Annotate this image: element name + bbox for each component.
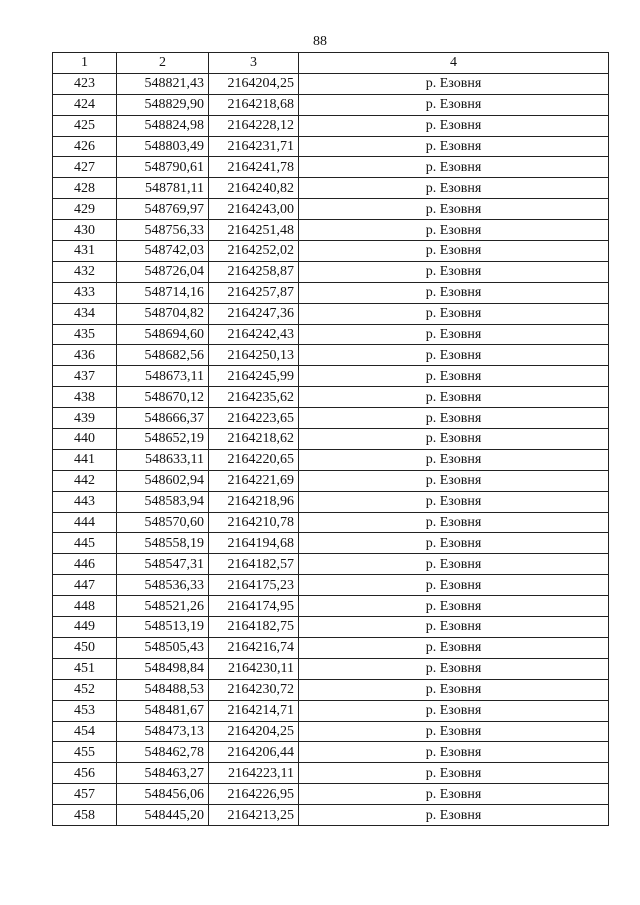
description-cell: р. Езовня (299, 512, 609, 533)
table-row (53, 805, 609, 826)
table-row (53, 700, 609, 721)
x-coordinate-cell: 548481,67 (117, 700, 209, 721)
y-coordinate-cell: 2164182,57 (209, 554, 299, 575)
description-cell: р. Езовня (299, 220, 609, 241)
description-cell: р. Езовня (299, 763, 609, 784)
y-coordinate-cell: 2164242,43 (209, 324, 299, 345)
table-row (53, 408, 609, 429)
description-cell: р. Езовня (299, 470, 609, 491)
point-number-cell: 432 (53, 261, 117, 282)
point-number-cell: 446 (53, 554, 117, 575)
table-row (53, 429, 609, 450)
x-coordinate-cell: 548583,94 (117, 491, 209, 512)
y-coordinate-cell: 2164228,12 (209, 115, 299, 136)
y-coordinate-cell: 2164226,95 (209, 784, 299, 805)
x-coordinate-cell: 548742,03 (117, 241, 209, 262)
y-coordinate-cell: 2164245,99 (209, 366, 299, 387)
description-cell: р. Езовня (299, 261, 609, 282)
table-row (53, 617, 609, 638)
point-number-cell: 453 (53, 700, 117, 721)
x-coordinate-cell: 548704,82 (117, 303, 209, 324)
table-row (53, 136, 609, 157)
x-coordinate-cell: 548521,26 (117, 596, 209, 617)
y-coordinate-cell: 2164231,71 (209, 136, 299, 157)
x-coordinate-cell: 548790,61 (117, 157, 209, 178)
description-cell: р. Езовня (299, 387, 609, 408)
table-row (53, 742, 609, 763)
table-body (53, 73, 609, 825)
point-number-cell: 433 (53, 282, 117, 303)
y-coordinate-cell: 2164247,36 (209, 303, 299, 324)
description-cell: р. Езовня (299, 199, 609, 220)
x-coordinate-cell: 548694,60 (117, 324, 209, 345)
description-cell: р. Езовня (299, 324, 609, 345)
point-number-cell: 452 (53, 679, 117, 700)
table-row (53, 178, 609, 199)
x-coordinate-cell: 548673,11 (117, 366, 209, 387)
description-cell: р. Езовня (299, 679, 609, 700)
y-coordinate-cell: 2164223,11 (209, 763, 299, 784)
description-cell: р. Езовня (299, 366, 609, 387)
description-cell: р. Езовня (299, 700, 609, 721)
x-coordinate-cell: 548536,33 (117, 575, 209, 596)
point-number-cell: 434 (53, 303, 117, 324)
y-coordinate-cell: 2164213,25 (209, 805, 299, 826)
description-cell: р. Езовня (299, 282, 609, 303)
x-coordinate-cell: 548462,78 (117, 742, 209, 763)
table-row (53, 721, 609, 742)
x-coordinate-cell: 548498,84 (117, 658, 209, 679)
x-coordinate-cell: 548652,19 (117, 429, 209, 450)
table-row (53, 784, 609, 805)
column-header-1: 1 (53, 53, 117, 74)
description-cell: р. Езовня (299, 429, 609, 450)
table-header-row (53, 53, 609, 74)
y-coordinate-cell: 2164214,71 (209, 700, 299, 721)
point-number-cell: 429 (53, 199, 117, 220)
x-coordinate-cell: 548633,11 (117, 449, 209, 470)
point-number-cell: 456 (53, 763, 117, 784)
point-number-cell: 444 (53, 512, 117, 533)
point-number-cell: 451 (53, 658, 117, 679)
table-row (53, 763, 609, 784)
y-coordinate-cell: 2164235,62 (209, 387, 299, 408)
point-number-cell: 427 (53, 157, 117, 178)
description-cell: р. Езовня (299, 345, 609, 366)
description-cell: р. Езовня (299, 408, 609, 429)
y-coordinate-cell: 2164204,25 (209, 721, 299, 742)
y-coordinate-cell: 2164182,75 (209, 617, 299, 638)
point-number-cell: 441 (53, 449, 117, 470)
y-coordinate-cell: 2164223,65 (209, 408, 299, 429)
y-coordinate-cell: 2164174,95 (209, 596, 299, 617)
point-number-cell: 445 (53, 533, 117, 554)
column-header-2: 2 (117, 53, 209, 74)
y-coordinate-cell: 2164175,23 (209, 575, 299, 596)
description-cell: р. Езовня (299, 658, 609, 679)
table-row (53, 115, 609, 136)
point-number-cell: 436 (53, 345, 117, 366)
point-number-cell: 435 (53, 324, 117, 345)
point-number-cell: 438 (53, 387, 117, 408)
point-number-cell: 443 (53, 491, 117, 512)
description-cell: р. Езовня (299, 805, 609, 826)
y-coordinate-cell: 2164218,68 (209, 94, 299, 115)
y-coordinate-cell: 2164218,96 (209, 491, 299, 512)
table-row (53, 554, 609, 575)
point-number-cell: 423 (53, 73, 117, 94)
x-coordinate-cell: 548829,90 (117, 94, 209, 115)
description-cell: р. Езовня (299, 178, 609, 199)
table-row (53, 220, 609, 241)
point-number-cell: 458 (53, 805, 117, 826)
x-coordinate-cell: 548463,27 (117, 763, 209, 784)
table-row (53, 303, 609, 324)
x-coordinate-cell: 548666,37 (117, 408, 209, 429)
y-coordinate-cell: 2164230,11 (209, 658, 299, 679)
description-cell: р. Езовня (299, 449, 609, 470)
point-number-cell: 454 (53, 721, 117, 742)
x-coordinate-cell: 548682,56 (117, 345, 209, 366)
table-row (53, 366, 609, 387)
y-coordinate-cell: 2164221,69 (209, 470, 299, 491)
description-cell: р. Езовня (299, 136, 609, 157)
y-coordinate-cell: 2164252,02 (209, 241, 299, 262)
description-cell: р. Езовня (299, 742, 609, 763)
table-row (53, 533, 609, 554)
y-coordinate-cell: 2164204,25 (209, 73, 299, 94)
point-number-cell: 447 (53, 575, 117, 596)
table-row (53, 73, 609, 94)
point-number-cell: 425 (53, 115, 117, 136)
x-coordinate-cell: 548821,43 (117, 73, 209, 94)
point-number-cell: 437 (53, 366, 117, 387)
point-number-cell: 450 (53, 637, 117, 658)
description-cell: р. Езовня (299, 575, 609, 596)
y-coordinate-cell: 2164258,87 (209, 261, 299, 282)
y-coordinate-cell: 2164243,00 (209, 199, 299, 220)
description-cell: р. Езовня (299, 491, 609, 512)
point-number-cell: 426 (53, 136, 117, 157)
description-cell: р. Езовня (299, 303, 609, 324)
point-number-cell: 430 (53, 220, 117, 241)
y-coordinate-cell: 2164241,78 (209, 157, 299, 178)
description-cell: р. Езовня (299, 157, 609, 178)
x-coordinate-cell: 548824,98 (117, 115, 209, 136)
x-coordinate-cell: 548803,49 (117, 136, 209, 157)
x-coordinate-cell: 548547,31 (117, 554, 209, 575)
page-number: 88 (313, 34, 327, 49)
table-row (53, 658, 609, 679)
table-row (53, 345, 609, 366)
y-coordinate-cell: 2164206,44 (209, 742, 299, 763)
x-coordinate-cell: 548726,04 (117, 261, 209, 282)
point-number-cell: 428 (53, 178, 117, 199)
point-number-cell: 424 (53, 94, 117, 115)
y-coordinate-cell: 2164220,65 (209, 449, 299, 470)
point-number-cell: 457 (53, 784, 117, 805)
y-coordinate-cell: 2164210,78 (209, 512, 299, 533)
description-cell: р. Езовня (299, 637, 609, 658)
x-coordinate-cell: 548781,11 (117, 178, 209, 199)
point-number-cell: 448 (53, 596, 117, 617)
y-coordinate-cell: 2164230,72 (209, 679, 299, 700)
table-row (53, 470, 609, 491)
table-row (53, 596, 609, 617)
x-coordinate-cell: 548456,06 (117, 784, 209, 805)
table-row (53, 282, 609, 303)
point-number-cell: 431 (53, 241, 117, 262)
y-coordinate-cell: 2164216,74 (209, 637, 299, 658)
table-row (53, 199, 609, 220)
description-cell: р. Езовня (299, 73, 609, 94)
x-coordinate-cell: 548488,53 (117, 679, 209, 700)
x-coordinate-cell: 548602,94 (117, 470, 209, 491)
description-cell: р. Езовня (299, 721, 609, 742)
table-row (53, 512, 609, 533)
point-number-cell: 439 (53, 408, 117, 429)
table-row (53, 387, 609, 408)
point-number-cell: 449 (53, 617, 117, 638)
x-coordinate-cell: 548570,60 (117, 512, 209, 533)
x-coordinate-cell: 548670,12 (117, 387, 209, 408)
description-cell: р. Езовня (299, 596, 609, 617)
description-cell: р. Езовня (299, 241, 609, 262)
x-coordinate-cell: 548714,16 (117, 282, 209, 303)
y-coordinate-cell: 2164218,62 (209, 429, 299, 450)
x-coordinate-cell: 548473,13 (117, 721, 209, 742)
x-coordinate-cell: 548505,43 (117, 637, 209, 658)
table-row (53, 575, 609, 596)
column-header-4: 4 (299, 53, 609, 74)
description-cell: р. Езовня (299, 115, 609, 136)
y-coordinate-cell: 2164194,68 (209, 533, 299, 554)
table-row (53, 637, 609, 658)
table-row (53, 241, 609, 262)
description-cell: р. Езовня (299, 533, 609, 554)
y-coordinate-cell: 2164251,48 (209, 220, 299, 241)
table-row (53, 157, 609, 178)
table-row (53, 679, 609, 700)
x-coordinate-cell: 548445,20 (117, 805, 209, 826)
column-header-3: 3 (209, 53, 299, 74)
y-coordinate-cell: 2164257,87 (209, 282, 299, 303)
x-coordinate-cell: 548756,33 (117, 220, 209, 241)
description-cell: р. Езовня (299, 784, 609, 805)
table-row (53, 94, 609, 115)
point-number-cell: 442 (53, 470, 117, 491)
x-coordinate-cell: 548513,19 (117, 617, 209, 638)
y-coordinate-cell: 2164240,82 (209, 178, 299, 199)
table-row (53, 261, 609, 282)
x-coordinate-cell: 548558,19 (117, 533, 209, 554)
table-row (53, 324, 609, 345)
point-number-cell: 455 (53, 742, 117, 763)
table-row (53, 449, 609, 470)
coordinates-table (52, 52, 609, 826)
description-cell: р. Езовня (299, 94, 609, 115)
table-row (53, 491, 609, 512)
description-cell: р. Езовня (299, 554, 609, 575)
x-coordinate-cell: 548769,97 (117, 199, 209, 220)
description-cell: р. Езовня (299, 617, 609, 638)
y-coordinate-cell: 2164250,13 (209, 345, 299, 366)
point-number-cell: 440 (53, 429, 117, 450)
